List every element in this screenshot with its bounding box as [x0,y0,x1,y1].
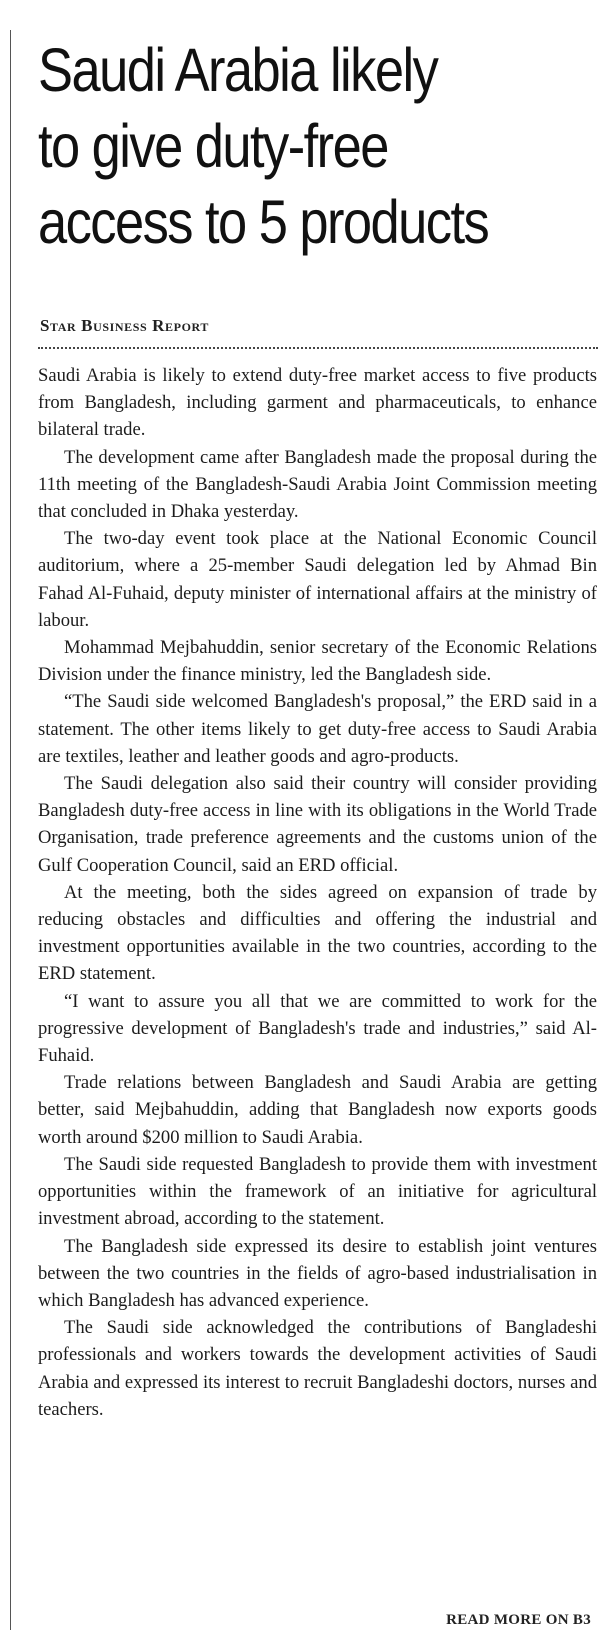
paragraph-11: The Bangladesh side expressed its desire to establish joint ventures between the two countries in the fields of agro-based industrialisation in which Bangladesh has advanced experience. [38,1235,597,1311]
dotted-divider [38,347,598,349]
headline-line-3: access to 5 products [38,188,489,256]
paragraph-10: The Saudi side requested Bangladesh to provide them with investment opportunities within the framework of an initiative for agricultural investment abroad, according to the statement. [38,1153,597,1230]
headline [38,32,528,260]
byline: Star Business Report [40,316,209,335]
paragraph-12: The Saudi side acknowledged the contributions of Bangladeshi professionals and workers towards the development activities of Saudi Arabia and expressed its interest to recruit Bangladeshi doctors, nurses and teachers. [38,1317,597,1420]
paragraph-2: The development came after Bangladesh made the proposal during the 11th meeting of the Bangladesh-Saudi Arabia Joint Commission meeting that concluded in Dhaka yesterday. [38,446,597,523]
article-body [38,362,597,1423]
paragraph-1: Saudi Arabia is likely to extend duty-free market access to five products from Bangladesh, including garment and pharmaceuticals, to enhance bilateral trade. [38,365,597,441]
column-rule [10,30,11,1630]
paragraph-4: Mohammad Mejbahuddin, senior secretary of the Economic Relations Division under the finance ministry, led the Bangladesh side. [38,637,597,686]
paragraph-9: Trade relations between Bangladesh and Saudi Arabia are getting better, said Mejbahuddin, adding that Bangladesh now exports goods worth around $200 million to Saudi Arabia. [38,1072,597,1148]
paragraph-5: “The Saudi side welcomed Bangladesh's proposal,” the ERD said in a statement. The other items likely to get duty-free access to Saudi Arabia are textiles, leather and leather goods and agro-products. [38,691,597,767]
paragraph-7: At the meeting, both the sides agreed on expansion of trade by reducing obstacles and difficulties and offering the industrial and investment opportunities available in the two countries, according to the ERD statement. [38,881,597,985]
headline-line-2: to give duty-free [38,112,388,180]
headline-line-1: Saudi Arabia likely [38,36,438,104]
paragraph-6: The Saudi delegation also said their country will consider providing Bangladesh duty-free access in line with its obligations in the World Trade Organisation, trade preference agreements and the customs union of the Gulf Cooperation Council, said an ERD official. [38,773,597,876]
paragraph-3: The two-day event took place at the National Economic Council auditorium, where a 25-member Saudi delegation led by Ahmad Bin Fahad Al-Fuhaid, deputy minister of international affairs at the ministry of labour. [38,528,597,631]
read-more-link[interactable]: READ MORE ON B3 [446,1612,591,1628]
paragraph-8: “I want to assure you all that we are committed to work for the progressive development of Bangladesh's trade and industries,” said Al-Fuhaid. [38,990,597,1067]
